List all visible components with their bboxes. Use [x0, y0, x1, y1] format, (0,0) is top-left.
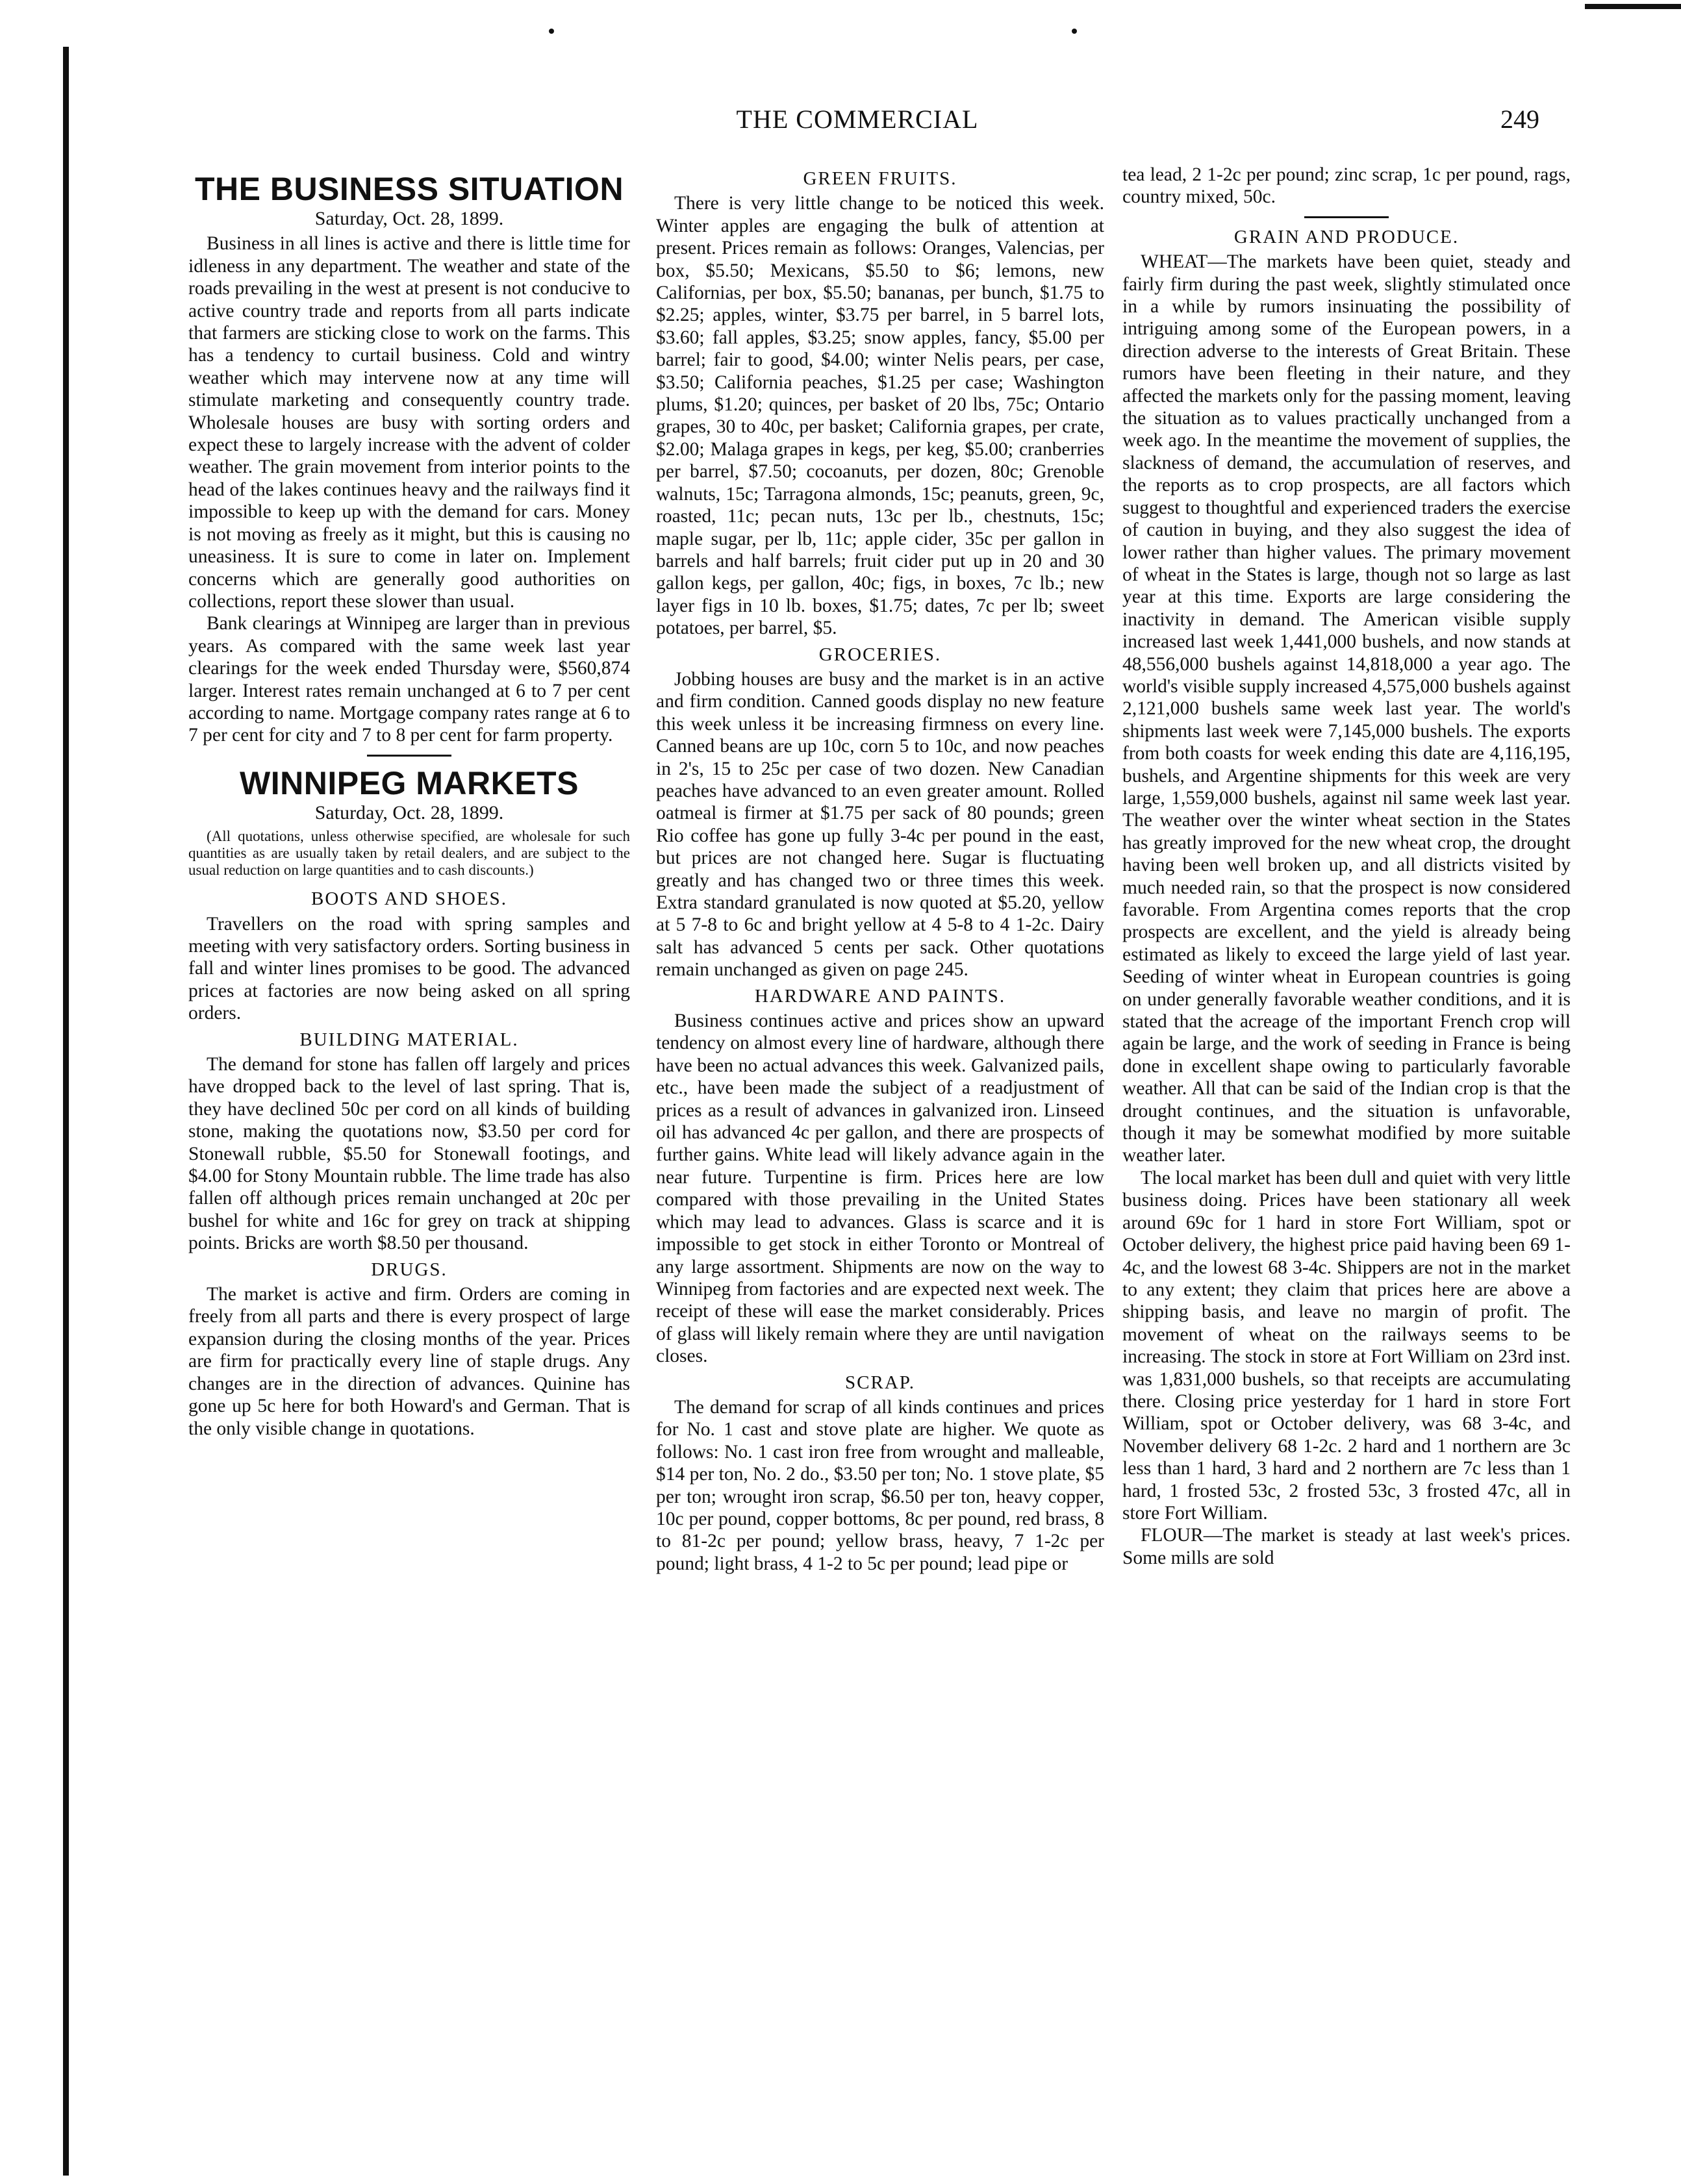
scrap-continued-text: tea lead, 2 1-2c per pound; zinc scrap, 1c per pound, rags, country mixed, 50c. [1122, 164, 1571, 208]
section-divider [1304, 216, 1389, 218]
column-1 [188, 170, 630, 1440]
green-fruits-text: There is very little change to be noticed this week. Winter apples are engaging the bulk of attention at present. Prices remain as follows: Oranges, Valencias, per box, $5.50; Mexicans, $5.50 to $6; lemons, new Californias, per box, $5.50; bananas, per bunch, $1.75 to $2.25; apples, winter, $3.75 per barrel, in 5 barrel lots, $3.60; fall apples, $3.25; snow apples, fancy, $5.00 per barrel; fair to good, $4.00; winter Nelis pears, per case, $3.50; California peaches, $1.25 per case; Washington plums, $1.20; quinces, per basket of 20 lbs, 75c; Ontario grapes, 30 to 40c, per basket; California grapes, per crate, $2.00; Malaga grapes in kegs, per keg, $5.00; cranberries per barrel, $7.50; cocoanuts, per dozen, 80c; Grenoble walnuts, 15c; Tarragona almonds, 15c; peanuts, green, 9c, roasted, 11c; pecan nuts, 13c per lb., chestnuts, 15c; maple sugar, per lb, 11c; apple cider, 35c per gallon in barrels and half barrels; fruit cider put up in 20 and 30 gallon kegs, per gallon, 40c; figs, in boxes, 7c lb.; new layer figs in 10 lb. boxes, $1.75; dates, 7c per lb; sweet potatoes, per barrel, $5. [656, 193, 1104, 639]
business-situation-paragraph-1: Business in all lines is active and there is little time for idleness in any department. The weather and state of the roads prevailing in the west at present is not conducive to active country trade and reports from all parts indicate that farmers are sticking close to work on the farms. This has a tendency to curtail business. Cold and wintry weather which may intervene now at any time will stimulate marketing and consequently country trade. Wholesale houses are busy with sorting orders and expect these to largely increase with the advent of colder weather. The grain movement from interior points to the head of the lakes continues heavy and the railways find it impossible to keep up with the demand for cars. Money is not moving as freely as it might, but this is causing no uneasiness. It is sure to come in later on. Implement concerns which are generally good authorities on collections, report these slower than usual. [188, 233, 630, 612]
page-number: 249 [1500, 105, 1539, 134]
scrap-heading: SCRAP. [845, 1372, 915, 1393]
drugs-heading: DRUGS. [371, 1259, 448, 1280]
building-material-heading: BUILDING MATERIAL. [299, 1029, 519, 1050]
winnipeg-markets-date: Saturday, Oct. 28, 1899. [314, 801, 504, 823]
business-situation-paragraph-2: Bank clearings at Winnipeg are larger than in previous years. As compared with the same week last year clearings for the week ended Thursday were, $560,874 larger. Interest rates remain unchanged at 6 to 7 per cent according to name. Mortgage company rates range at 6 to 7 per cent for city and 7 to 8 per cent for farm property. [188, 613, 630, 746]
groceries-text: Jobbing houses are busy and the market is in an active and firm condition. Canned goods display no new feature this week unless it be increasing firmness on every line. Canned beans are up 10c, corn 5 to 10c, and now peaches in 2's, 15 to 25c per case of two dozen. New Canadian peaches have advanced to an even greater amount. Rolled oatmeal is firmer at $1.75 per sack of 80 pounds; green Rio coffee has gone up fully 3-4c per pound in the east, but prices are not changed here. Sugar is fluctuating greatly and has changed two or three times this week. Extra standard granulated is now quoted at $5.20, yellow at 5 7-8 to 6c and bright yellow at 4 5-8 to 4 1-2c. Dairy salt has advanced 5 cents per sack. Other quotations remain unchanged as given on page 245. [656, 668, 1104, 981]
business-situation-date: Saturday, Oct. 28, 1899. [314, 208, 504, 229]
green-fruits-heading: GREEN FRUITS. [803, 168, 957, 189]
quotations-note: (All quotations, unless otherwise specified, are wholesale for such quantities as are usually taken by retail dealers, and are subject to the usual reduction on large quantities and to cash discounts.) [188, 828, 630, 879]
business-situation-title: THE BUSINESS SITUATION [194, 171, 624, 207]
print-speck [1072, 29, 1077, 34]
publication-title: THE COMMERCIAL [736, 105, 979, 134]
drugs-text: The market is active and firm. Orders are coming in freely from all parts and there is every prospect of large expansion during the closing months of the year. Prices are firm for practically every line of staple drugs. Any changes are in the direction of advances. Quinine has gone up 5c here for both Howard's and German. That is the only visible change in quotations. [188, 1284, 630, 1439]
groceries-heading: GROCERIES. [818, 644, 942, 665]
winnipeg-markets-title: WINNIPEG MARKETS [240, 764, 579, 801]
running-header [175, 104, 1539, 143]
scrap-text: The demand for scrap of all kinds continues and prices for No. 1 cast and stove plate are higher. We quote as follows: No. 1 cast iron free from wrought and malleable, $14 per ton, No. 2 do., $3.50 per ton; No. 1 stove plate, $5 per ton; wrought iron scrap, $6.50 per ton, heavy copper, 10c per pound, copper bottoms, 8c per pound, red brass, 8 to 81-2c per pound; yellow brass, heavy, 7 1-2c per pound; light brass, 4 1-2 to 5c per pound; lead pipe or [656, 1396, 1104, 1574]
hardware-paints-heading: HARDWARE AND PAINTS. [754, 985, 1006, 1007]
flour-paragraph: FLOUR—The market is steady at last week's prices. Some mills are sold [1122, 1525, 1571, 1568]
print-speck [549, 29, 554, 34]
column-3 [1122, 164, 1571, 1569]
section-divider [367, 755, 451, 757]
boots-shoes-heading: BOOTS AND SHOES. [311, 888, 507, 910]
top-edge-rule [1585, 4, 1681, 9]
hardware-paints-text: Business continues active and prices show an upward tendency on almost every line of hardware, although there have been no actual advances this week. Galvanized pails, etc., have been made the subject of a readjustment of prices as a result of advances in galvanized iron. Linseed oil has advanced 4c per gallon, and there are prospects of further gains. White lead will likely advance again in the near future. Turpentine is firm. Prices here are low compared with those prevailing in the United States which may lead to advances. Glass is scarce and it is impossible to get stock in either Toronto or Montreal of any large assortment. Shipments are now on the way to Winnipeg from factories and are expected next week. The receipt of these will ease the market considerably. Prices of glass will likely remain where they are until navigation closes. [656, 1010, 1104, 1367]
page-edge-shadow [63, 47, 69, 2176]
boots-shoes-text: Travellers on the road with spring samples and meeting with very satisfactory orders. Sorting business in fall and winter lines promises to be good. The advanced prices at factories are now being asked on all spring orders. [188, 913, 630, 1024]
building-material-text: The demand for stone has fallen off largely and prices have dropped back to the level of last spring. That is, they have declined 50c per cord on all kinds of building stone, making the quotations now, $3.50 per cord for Stonewall rubble, $5.50 for Stonewall footings, and $4.00 for Stony Mountain rubble. The lime trade has also fallen off although prices remain unchanged at 20c per bushel for white and 16c for grey on track at shipping points. Bricks are worth $8.50 per thousand. [188, 1054, 630, 1254]
grain-produce-heading: GRAIN AND PRODUCE. [1233, 226, 1460, 247]
column-2 [656, 164, 1104, 1575]
local-market-paragraph: The local market has been dull and quiet with very little business doing. Prices have been stationary all week around 69c for 1 hard in store Fort William, spot or October delivery, the highest price paid having been 69 1-4c, and the lowest 68 3-4c. Shippers are not in the market to any extent; they claim that prices here are above a shipping basis, and leave no margin of profit. The movement of wheat on the railways seems to be increasing. The stock in store at Fort William on 23rd inst. was 1,831,000 bushels, so that receipts are accumulating there. Closing price yesterday for 1 hard in store Fort William, spot or October delivery, was 68 3-4c, and November delivery 68 1-2c. 2 hard and 1 northern are 3c less than 1 hard, 3 hard and 2 northern are 7c less than 1 hard, 1 frosted 53c, 2 frosted 53c, 3 frosted 47c, all in store Fort William. [1122, 1167, 1571, 1524]
wheat-paragraph: WHEAT—The markets have been quiet, steady and fairly firm during the past week, slightly stimulated once in a while by rumors insinuating the possibility of intriguing among some of the European powers, in a direction adverse to the interests of Great Britain. These rumors have been fleeting in their nature, and they affected the markets only for the passing moment, leaving the situation as to values practically unchanged from a week ago. In the meantime the movement of supplies, the slackness of demand, the accumulation of reserves, and the reports as to crop prospects, are all factors which suggest to thoughtful and experienced traders the exercise of caution in buying, and they also suggest the idea of lower rather than higher values. The primary movement of wheat in the States is large, though not so large as last year at this time. Exports are large considering the inactivity in demand. The American visible supply increased last week 1,441,000 bushels, and now stands at 48,556,000 bushels against 14,818,000 a year ago. The world's visible supply increased 4,575,000 bushels against 2,121,000 bushels same week last year. The world's shipments last week were 7,145,000 bushels. The exports from both coasts for week ending this date are 4,116,195, bushels, and Argentine shipments for this week are very large, 1,559,000 bushels, against nil same week last year. The weather over the winter wheat section in the States has greatly improved for the new wheat crop, the drought having been well broken up, and all districts visited by much needed rain, so that the prospect is now considered favorable. From Argentina comes reports that the crop prospects are excellent, and the yield is already being estimated as likely to exceed the large yield of last year. Seeding of winter wheat in European countries is going on under generally favorable weather conditions, and it is stated that the acreage of the important French crop will again be large, and the work of seeding in France is being done in excellent shape owing to particularly favorable weather. All that can be said of the Indian crop is that the drought continues, and the situation is unfavorable, though it may be somewhat modified by more suitable weather later. [1122, 251, 1571, 1166]
